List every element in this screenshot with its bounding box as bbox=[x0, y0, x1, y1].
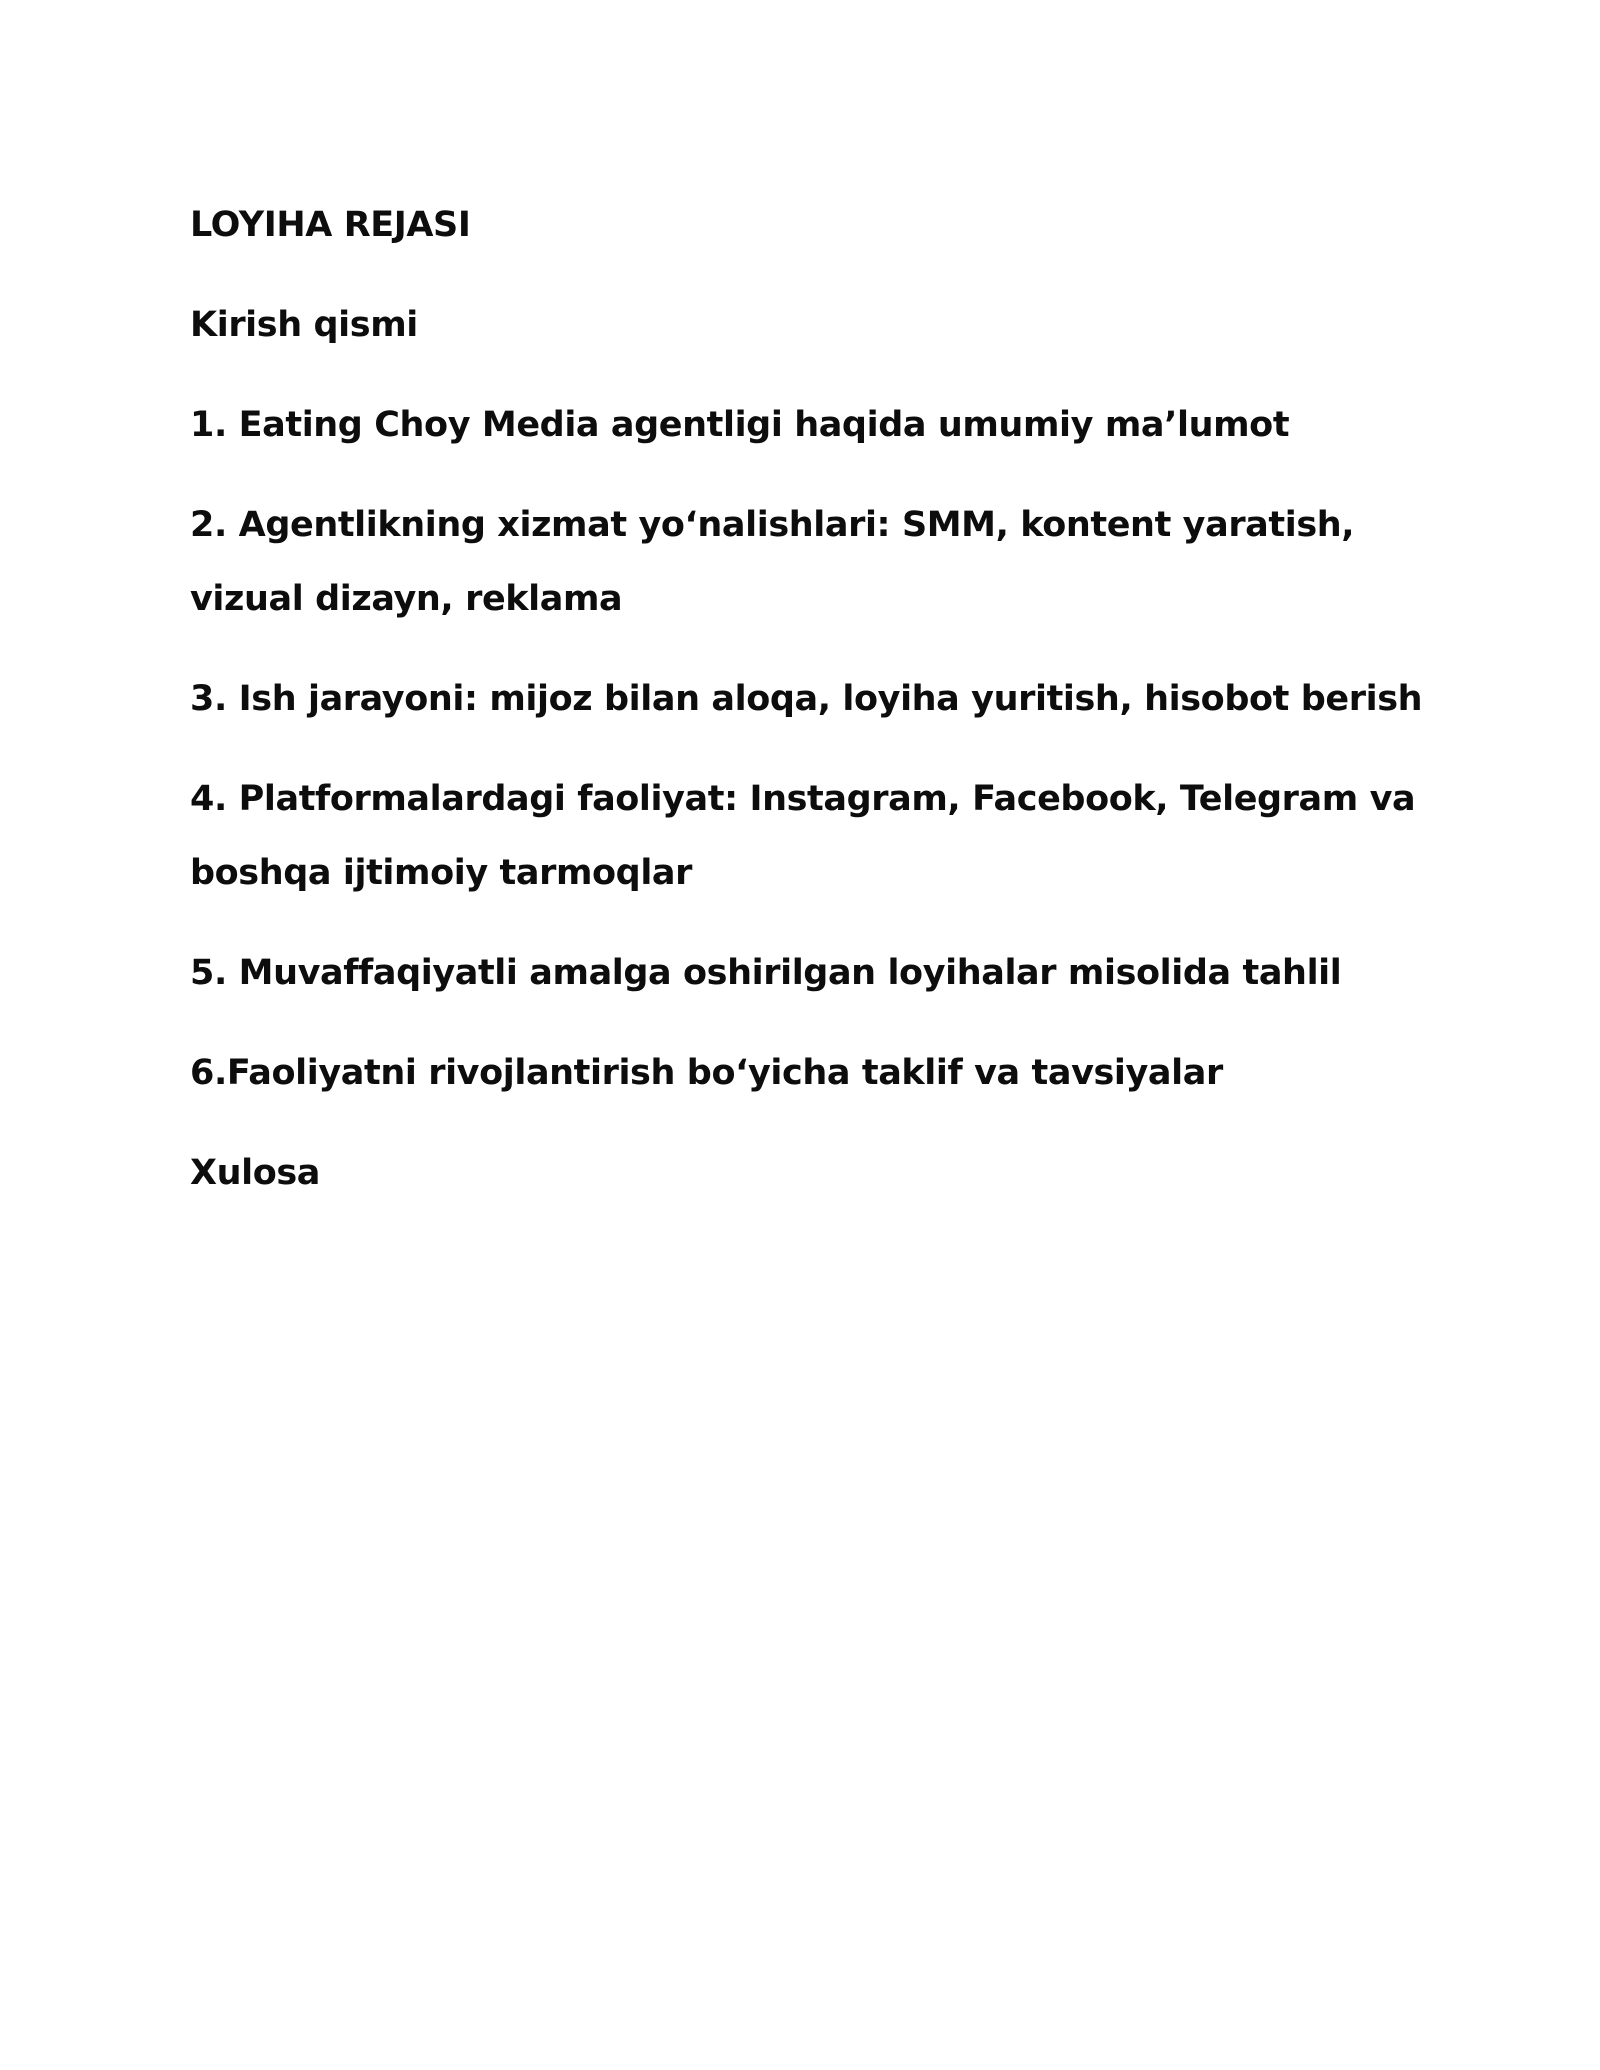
intro-heading: Kirish qismi bbox=[190, 305, 418, 345]
plan-item-5: 5. Muvaffaqiyatli amalga oshirilgan loyihalar misolida tahlil bbox=[190, 953, 1342, 993]
plan-title: LOYIHA REJASI bbox=[190, 205, 471, 245]
document-content bbox=[190, 188, 1430, 1236]
conclusion-heading: Xulosa bbox=[190, 1153, 320, 1193]
plan-item-3: 3. Ish jarayoni: mijoz bilan aloqa, loyiha yuritish, hisobot berish bbox=[190, 679, 1423, 719]
plan-item-4: 4. Platformalardagi faoliyat: Instagram, Facebook, Telegram va boshqa ijtimoiy tarmoqlar bbox=[190, 779, 1416, 893]
plan-item-6: 6.Faoliyatni rivojlantirish bo‘yicha taklif va tavsiyalar bbox=[190, 1053, 1223, 1093]
plan-item-2: 2. Agentlikning xizmat yo‘nalishlari: SMM, kontent yaratish, vizual dizayn, reklama bbox=[190, 505, 1355, 619]
plan-item-1: 1. Eating Choy Media agentligi haqida umumiy ma’lumot bbox=[190, 405, 1290, 445]
